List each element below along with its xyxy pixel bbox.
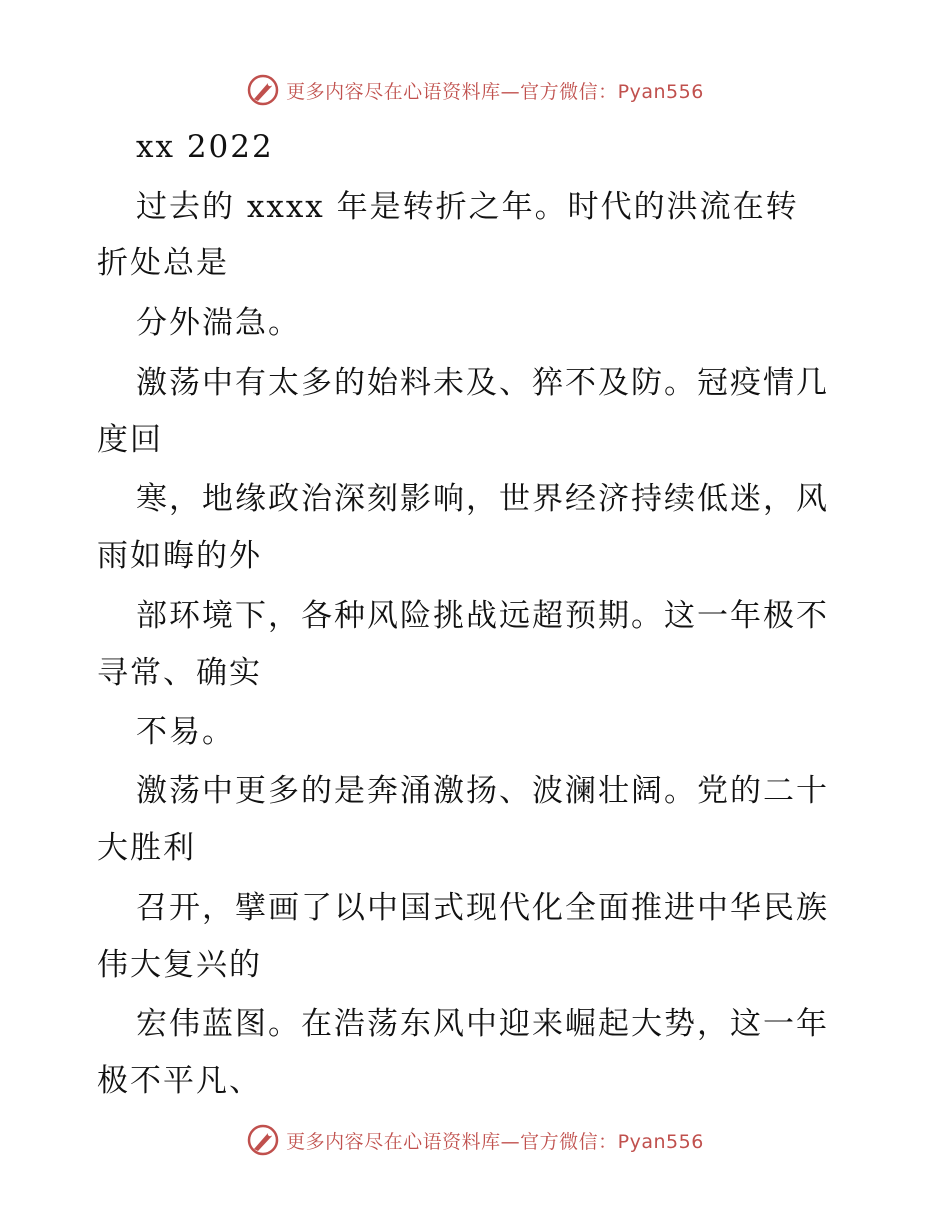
footer-watermark bbox=[0, 1120, 950, 1160]
text-line: 伟大复兴的 bbox=[97, 947, 262, 983]
text-line: 部环境下，各种风险挑战远超预期。这一年极不 bbox=[136, 598, 829, 634]
watermark-text: 更多内容尽在心语资料库—官方微信：Pyan556 bbox=[286, 1130, 704, 1153]
text-line: 宏伟蓝图。在浩荡东风中迎来崛起大势，这一年 bbox=[136, 1006, 829, 1042]
text-line: xx 2022 bbox=[136, 129, 274, 165]
text-line: 折处总是 bbox=[97, 245, 229, 281]
pen-logo-icon bbox=[246, 1123, 280, 1157]
watermark-text: 更多内容尽在心语资料库—官方微信：Pyan556 bbox=[286, 80, 704, 103]
text-line: 激荡中更多的是奔涌激扬、波澜壮阔。党的二十 bbox=[136, 773, 829, 809]
text-line: 不易。 bbox=[136, 714, 235, 750]
text-line: 度回 bbox=[97, 422, 163, 458]
text-line: 过去的 xxxx 年是转折之年。时代的洪流在转 bbox=[136, 189, 799, 225]
text-line: 激荡中有太多的始料未及、猝不及防。冠疫情几 bbox=[136, 365, 829, 401]
text-line: 雨如晦的外 bbox=[97, 538, 262, 574]
pen-logo-icon bbox=[246, 73, 280, 107]
header-watermark bbox=[0, 70, 950, 110]
text-line: 分外湍急。 bbox=[136, 305, 301, 341]
text-line: 极不平凡、 bbox=[97, 1063, 262, 1099]
text-line: 寒，地缘政治深刻影响，世界经济持续低迷，风 bbox=[136, 481, 829, 517]
text-line: 寻常、确实 bbox=[97, 655, 262, 691]
text-line: 召开，擘画了以中国式现代化全面推进中华民族 bbox=[136, 890, 829, 926]
text-line: 大胜利 bbox=[97, 830, 196, 866]
